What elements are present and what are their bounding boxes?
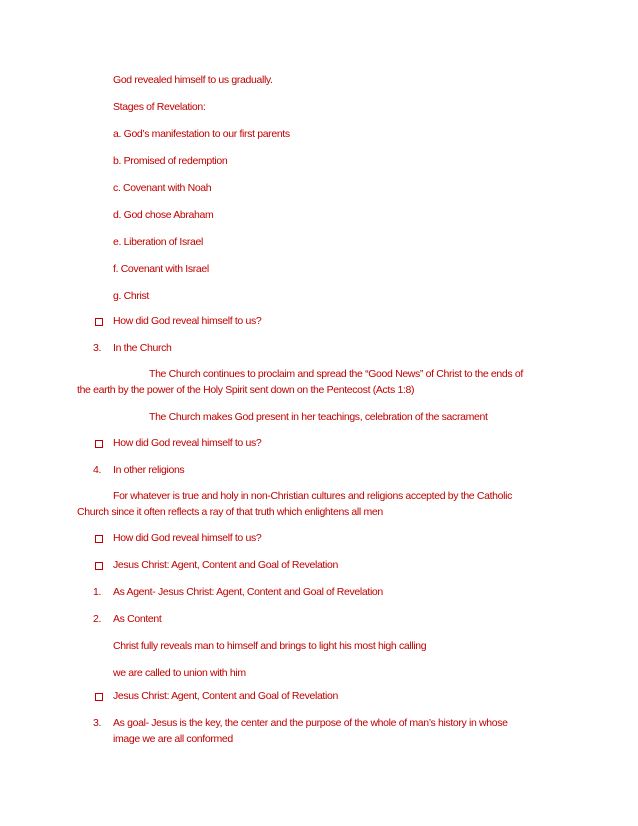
list-number: 1. bbox=[93, 586, 102, 598]
checkbox-bullet-icon bbox=[95, 693, 103, 701]
religions-paragraph-line: For whatever is true and holy in non-Christian cultures and religions accepted by the Catholic bbox=[113, 490, 512, 502]
stage-item: f. Covenant with Israel bbox=[113, 263, 209, 275]
question-text: How did God reveal himself to us? bbox=[113, 532, 262, 544]
intro-text: God revealed himself to us gradually. bbox=[113, 74, 273, 86]
church-paragraph: The Church makes God present in her teachings, celebration of the sacrament bbox=[149, 411, 488, 423]
list-number: 3. bbox=[93, 717, 102, 729]
stage-item: e. Liberation of Israel bbox=[113, 236, 204, 248]
list-number: 2. bbox=[93, 613, 102, 625]
checkbox-bullet-icon bbox=[95, 318, 103, 326]
church-paragraph-line: the earth by the power of the Holy Spirit sent down on the Pentecost (Acts 1:8) bbox=[77, 384, 415, 396]
religions-paragraph-line: Church since it often reflects a ray of that truth which enlightens all men bbox=[77, 506, 383, 518]
content-heading: As Content bbox=[113, 613, 162, 625]
goal-line: As goal- Jesus is the key, the center and the purpose of the whole of man’s history in whose bbox=[113, 717, 508, 729]
church-heading: In the Church bbox=[113, 342, 172, 354]
list-number: 3. bbox=[93, 342, 102, 354]
list-number: 4. bbox=[93, 464, 102, 476]
stage-item: d. God chose Abraham bbox=[113, 209, 214, 221]
stages-label: Stages of Revelation: bbox=[113, 101, 206, 113]
question-text: How did God reveal himself to us? bbox=[113, 315, 262, 327]
checkbox-bullet-icon bbox=[95, 440, 103, 448]
content-line: Christ fully reveals man to himself and brings to light his most high calling bbox=[113, 640, 427, 652]
church-paragraph-line: The Church continues to proclaim and spread the “Good News” of Christ to the ends of bbox=[149, 368, 523, 380]
content-line: we are called to union with him bbox=[113, 667, 246, 679]
jesus-heading: Jesus Christ: Agent, Content and Goal of Revelation bbox=[113, 559, 338, 571]
religions-heading: In other religions bbox=[113, 464, 185, 476]
question-text: How did God reveal himself to us? bbox=[113, 437, 262, 449]
checkbox-bullet-icon bbox=[95, 562, 103, 570]
stage-item: c. Covenant with Noah bbox=[113, 182, 212, 194]
stage-item: b. Promised of redemption bbox=[113, 155, 228, 167]
stage-item: g. Christ bbox=[113, 290, 149, 302]
checkbox-bullet-icon bbox=[95, 535, 103, 543]
goal-line: image we are all conformed bbox=[113, 733, 233, 745]
agent-text: As Agent- Jesus Christ: Agent, Content and Goal of Revelation bbox=[113, 586, 383, 598]
jesus-heading: Jesus Christ: Agent, Content and Goal of Revelation bbox=[113, 690, 338, 702]
stage-item: a. God’s manifestation to our first parents bbox=[113, 128, 290, 140]
